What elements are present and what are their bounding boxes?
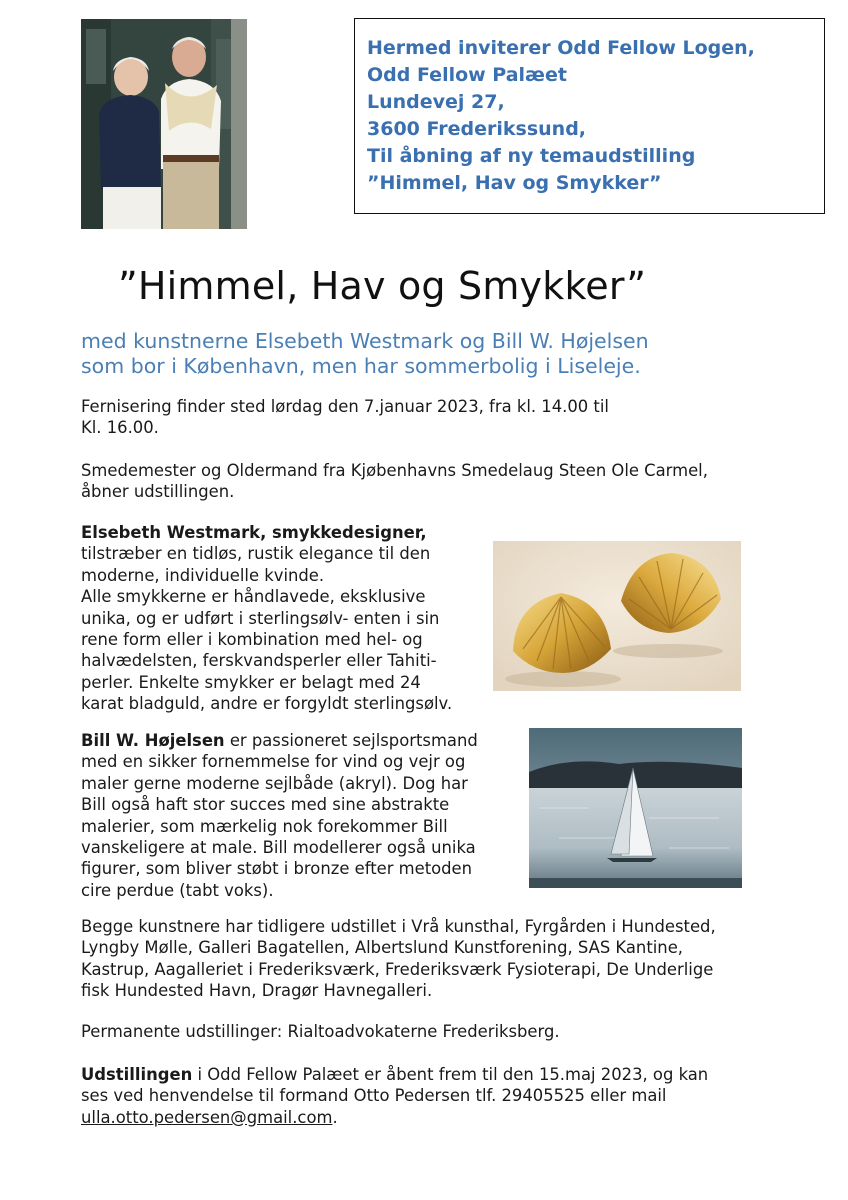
text-line: ses ved henvendelse til formand Otto Pedersen tlf. 29405525 eller mail — [81, 1086, 667, 1106]
invitation-line: Odd Fellow Palæet — [367, 64, 567, 86]
text-line: Kl. 16.00. — [81, 418, 159, 438]
text-line: maler gerne moderne sejlbåde (akryl). Dog har — [81, 773, 468, 793]
text-line: rene form eller i kombination med hel- og — [81, 630, 423, 650]
bill-name: Bill W. Højelsen — [81, 731, 225, 750]
subtitle-line: som bor i København, men har sommerbolig i Liseleje. — [81, 354, 641, 378]
text-line: vanskeligere at male. Bill modellerer også unika — [81, 838, 476, 858]
text-line: malerier, som mærkelig nok forekommer Bill — [81, 816, 448, 836]
jewelry-shells-photo — [493, 541, 741, 691]
text-line: Alle smykkerne er håndlavede, eksklusive — [81, 587, 426, 607]
text-line: cire perdue (tabt voks). — [81, 880, 274, 900]
text-line: moderne, individuelle kvinde. — [81, 565, 325, 585]
subtitle — [81, 329, 821, 379]
text-line: åbner udstillingen. — [81, 482, 235, 502]
artists-photo — [81, 19, 247, 229]
subtitle-line: med kunstnerne Elsebeth Westmark og Bill W. Højelsen — [81, 329, 649, 353]
text-line: i Odd Fellow Palæet er åbent frem til den 15.maj 2023, og kan — [192, 1065, 709, 1084]
email-suffix: . — [332, 1107, 338, 1127]
exhibitions-paragraph — [81, 916, 716, 1002]
invitation-line: 3600 Frederikssund, — [367, 118, 587, 140]
text-line: Fernisering finder sted lørdag den 7.januar 2023, fra kl. 14.00 til — [81, 397, 609, 416]
sailboat-painting — [529, 728, 742, 888]
text-line: unika, og er udført i sterlingsølv- enten i sin — [81, 608, 440, 628]
contact-paragraph — [81, 1064, 708, 1128]
invitation-line: Til åbning af ny temaudstilling — [367, 145, 696, 167]
text-line: karat bladguld, andre er forgyldt sterlingsølv. — [81, 694, 453, 714]
udstillingen-lead: Udstillingen — [81, 1065, 193, 1084]
elsebeth-heading: Elsebeth Westmark, smykkedesigner, — [81, 523, 427, 542]
text-line: fisk Hundested Havn, Dragør Havnegalleri. — [81, 981, 433, 1001]
text-line: Lyngby Mølle, Galleri Bagatellen, Albertslund Kunstforening, SAS Kantine, — [81, 938, 683, 958]
text-line: tilstræber en tidløs, rustik elegance til den — [81, 544, 431, 564]
text-line: Smedemester og Oldermand fra Kjøbenhavns Smedelaug Steen Ole Carmel, — [81, 461, 708, 480]
email-link[interactable]: ulla.otto.pedersen@gmail.com — [81, 1107, 333, 1127]
invitation-line: ”Himmel, Hav og Smykker” — [367, 172, 662, 194]
bill-paragraph — [81, 730, 478, 901]
text-line: halvædelsten, ferskvandsperler eller Tahiti- — [81, 651, 437, 671]
fernisering-paragraph — [81, 396, 609, 439]
text-line: Begge kunstnere har tidligere udstillet i Vrå kunsthal, Fyrgården i Hundested, — [81, 917, 716, 936]
invitation-line: Hermed inviterer Odd Fellow Logen, — [367, 37, 755, 59]
text-line: perler. Enkelte smykker er belagt med 24 — [81, 672, 421, 692]
text-line: Kastrup, Aagalleriet i Frederiksværk, Frederiksværk Fysioterapi, De Underlige — [81, 959, 714, 979]
page-title: ”Himmel, Hav og Smykker” — [118, 264, 647, 308]
permanent-exhibitions: Permanente udstillinger: Rialtoadvokaterne Frederiksberg. — [81, 1022, 560, 1041]
text-line: med en sikker fornemmelse for vind og vejr og — [81, 752, 466, 772]
text-line: figurer, som bliver støbt i bronze efter metoden — [81, 859, 473, 879]
elsebeth-paragraph — [81, 522, 452, 715]
text-line: er passioneret sejlsportsmand — [224, 731, 478, 750]
invitation-line: Lundevej 27, — [367, 91, 505, 113]
invitation-box — [354, 18, 825, 214]
text-line: Bill også haft stor succes med sine abstrakte — [81, 795, 450, 815]
opener-paragraph — [81, 460, 708, 503]
